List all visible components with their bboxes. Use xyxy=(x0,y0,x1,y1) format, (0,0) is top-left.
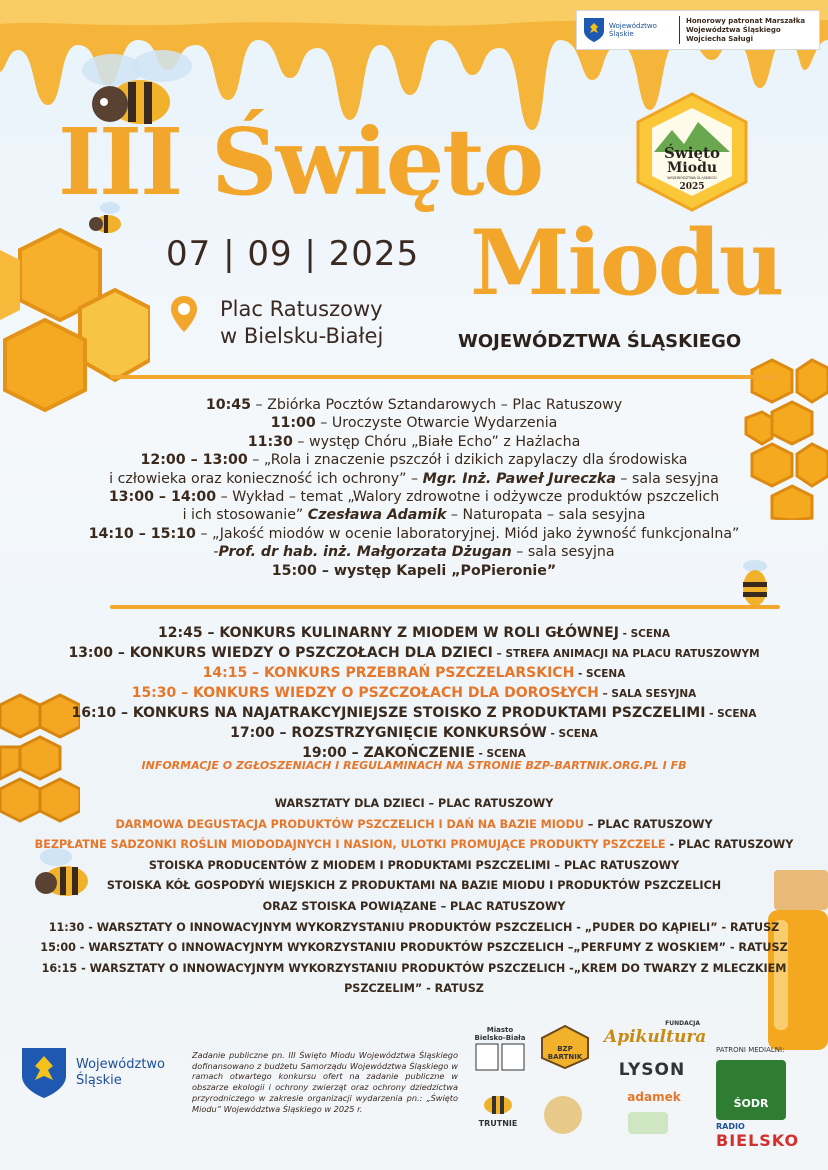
region-subtitle: WOJEWÓDZTWA ŚLĄSKIEGO xyxy=(458,331,742,352)
badge-line1: Święto xyxy=(664,144,720,162)
badge-line3: WOJEWÓDZTWA ŚLĄSKIEGO xyxy=(667,176,717,180)
sponsor-lyson: LYSON xyxy=(618,1060,686,1080)
radio-label: RADIO xyxy=(716,1122,745,1131)
sponsor-adamek: adamek xyxy=(627,1090,681,1104)
sodr-label: ŚODR xyxy=(733,1097,769,1110)
schedule-text: – Uroczyste Otwarcie Wydarzenia xyxy=(315,415,558,432)
sponsor-apikultura xyxy=(604,1020,707,1047)
location-line1: Plac Ratuszowy xyxy=(220,297,383,321)
workshop-line xyxy=(0,794,828,815)
header-region-label: Województwo Śląskie xyxy=(609,22,657,38)
workshop-text: ORAZ STOISKA POWIĄZANE – PLAC RATUSZOWY xyxy=(262,899,566,913)
competition-place: - SCENA xyxy=(574,668,626,680)
event-location xyxy=(220,296,383,350)
event-date: 07 | 09 | 2025 xyxy=(166,234,420,274)
workshop-text: 16:15 - WARSZTATY O INNOWACYJNYM WYKORZYSTANIU PRODUKTÓW PSZCZELICH -„KREM DO TWARZY Z MLECZKIEM xyxy=(41,961,787,975)
schedule-line xyxy=(0,562,828,580)
schedule-text: – „Jakość miodów w ocenie laboratoryjnej. Miód jako żywność funkcjonalna” xyxy=(195,525,740,542)
media-patrons-label: PATRONI MEDIALNI: xyxy=(716,1046,785,1054)
schedule-line xyxy=(0,525,828,543)
schedule-line xyxy=(0,433,828,451)
workshop-line xyxy=(0,959,828,980)
apikultura-label: Apikultura xyxy=(604,1027,707,1047)
sponsor-trutnie xyxy=(470,1090,526,1128)
competition-line xyxy=(0,624,828,644)
workshop-highlight: DARMOWA DEGUSTACJA PRODUKTÓW PSZCZELICH I DAŃ NA BAZIE MIODU xyxy=(115,817,584,831)
schedule-text: – występ Kapeli „PoPieronie” xyxy=(316,562,557,579)
workshop-list xyxy=(0,794,828,1000)
speaker-name: Mgr. Inż. Paweł Jureczka xyxy=(422,470,616,487)
schedule-time: 11:00 xyxy=(270,415,316,432)
schedule-line xyxy=(0,506,828,524)
patronage-text: Honorowy patronat Marszałka Województwa Śląskiego Wojciecha Saługi xyxy=(686,16,806,43)
workshop-text: - PLAC RATUSZOWY xyxy=(665,838,794,852)
competition-line xyxy=(0,724,828,744)
location-line2: w Bielsku-Białej xyxy=(220,324,384,348)
workshop-text: STOISKA KÓŁ GOSPODYŃ WIEJSKICH Z PRODUKTAMI NA BAZIE MIODU I PRODUKTÓW PSZCZELICH xyxy=(106,879,722,893)
workshop-text: – PLAC RATUSZOWY xyxy=(583,817,713,831)
schedule-line xyxy=(0,543,828,561)
location-pin-icon xyxy=(168,294,200,334)
competition-title: 17:00 – ROZSTRZYGNIĘCIE KONKURSÓW xyxy=(230,725,547,741)
section-divider xyxy=(110,605,780,609)
workshop-line xyxy=(0,876,828,897)
patronage-header xyxy=(576,10,820,50)
sponsor-miasto-label: Miasto Bielsko-Biała xyxy=(474,1026,526,1042)
event-logo-badge xyxy=(632,92,752,212)
trutnie-label: TRUTNIE xyxy=(478,1119,518,1128)
competition-title: 19:00 – ZAKOŃCZENIE xyxy=(302,745,475,761)
region-logo xyxy=(20,1046,176,1100)
lecture-schedule xyxy=(0,396,828,580)
competition-title: 12:45 – KONKURS KULINARNY Z MIODEM W ROLI GŁÓWNEJ xyxy=(158,625,619,641)
sponsor-green-logo-icon xyxy=(628,1112,668,1134)
competition-line xyxy=(0,644,828,664)
schedule-text: i ich stosowanie” xyxy=(182,507,308,524)
competition-line xyxy=(0,684,828,704)
competition-title: 13:00 – KONKURS WIEDZY O PSZCZOŁACH DLA DZIECI xyxy=(68,645,493,661)
schedule-text: – Zbiórka Pocztów Sztandarowych – Plac Ratuszowy xyxy=(251,397,623,413)
schedule-time: 15:00 xyxy=(271,562,317,579)
schedule-time: 12:00 – 13:00 xyxy=(140,452,248,469)
sponsor-radio-bielsko xyxy=(716,1122,806,1150)
schedule-text: – Wykład – temat „Walory zdrowotne i odżywcze produktów pszczelich xyxy=(216,489,720,506)
workshop-highlight: BEZPŁATNE SADZONKI ROŚLIN MIODODAJNYCH I NASION, ULOTKI PROMUJĄCE PRODUKTY PSZCZELE xyxy=(34,838,666,852)
workshop-text: PSZCZELIM” - RATUSZ xyxy=(344,982,484,996)
badge-line2: Miodu xyxy=(666,160,718,176)
schedule-text: – występ Chóru „Białe Echo” z Hażlacha xyxy=(292,433,581,450)
competition-place: – SALA SESYJNA xyxy=(598,688,697,700)
schedule-text: - xyxy=(213,544,219,561)
event-title-line2: Miodu xyxy=(470,210,783,316)
workshop-line xyxy=(0,856,828,877)
competition-place: – STREFA ANIMACJI NA PLACU RATUSZOWYM xyxy=(492,648,760,660)
workshop-line xyxy=(0,979,828,1000)
schedule-text: – „Rola i znaczenie pszczół i dzikich zapylaczy dla środowiska xyxy=(247,452,688,469)
schedule-time: 14:10 – 15:10 xyxy=(88,525,196,542)
sponsor-bzp-bartnik xyxy=(540,1024,590,1061)
speaker-name: Czesława Adamik xyxy=(307,507,447,524)
schedule-location: – sala sesyjna xyxy=(511,544,615,561)
schedule-text: i człowieka oraz konieczność ich ochrony” – xyxy=(109,470,423,487)
competition-line xyxy=(0,664,828,684)
silesia-eagle-crest-icon xyxy=(583,17,605,43)
competition-place: - SCENA xyxy=(618,628,670,640)
workshop-text: 11:30 - WARSZTATY O INNOWACYJNYM WYKORZYSTANIU PRODUKTÓW PSZCZELICH - „PUDER DO KĄPIELI” - RATUSZ xyxy=(48,920,780,934)
competition-place: - SCENA xyxy=(705,708,757,720)
sponsor-medal-icon xyxy=(544,1096,582,1134)
info-note: INFORMACJE O ZGŁOSZENIACH I REGULAMINACH NA STRONIE BZP-BARTNIK.ORG.PL I FB xyxy=(141,759,687,772)
schedule-line xyxy=(0,488,828,506)
badge-line4: 2025 xyxy=(679,182,705,192)
competition-title: 16:10 – KONKURS NA NAJATRAKCYJNIEJSZE STOISKO Z PRODUKTAMI PSZCZELIMI xyxy=(71,705,706,721)
silesia-eagle-crest-icon xyxy=(20,1046,68,1100)
workshop-text: STOISKA PRODUCENTÓW Z MIODEM I PRODUKTAMI PSZCZELIMI – PLAC RATUSZOWY xyxy=(148,858,680,872)
divider xyxy=(679,16,680,44)
section-divider xyxy=(110,375,780,379)
workshop-line xyxy=(0,835,828,856)
workshop-line xyxy=(0,938,828,959)
sponsor-miasto xyxy=(470,1026,530,1075)
schedule-location: – sala sesyjna xyxy=(615,470,719,487)
bielsko-label: BIELSKO xyxy=(716,1131,800,1150)
workshop-line xyxy=(0,918,828,939)
workshop-line xyxy=(0,815,828,836)
competition-title: 15:30 – KONKURS WIEDZY O PSZCZOŁACH DLA DOROSŁYCH xyxy=(131,685,599,701)
competition-line xyxy=(0,704,828,724)
competition-place: - SCENA xyxy=(546,728,598,740)
schedule-line xyxy=(0,414,828,432)
schedule-line xyxy=(0,396,828,414)
schedule-time: 13:00 – 14:00 xyxy=(108,489,217,506)
speaker-name: Prof. dr hab. inż. Małgorzata Dżugan xyxy=(218,544,512,561)
competition-title: 14:15 – KONKURS PRZEBRAŃ PSZCZELARSKICH xyxy=(202,665,575,681)
schedule-time: 10:45 xyxy=(205,397,252,413)
schedule-line xyxy=(0,451,828,469)
competition-place: - SCENA xyxy=(474,748,526,760)
city-crest-icon xyxy=(472,1042,528,1072)
competition-schedule xyxy=(0,624,828,764)
sponsor-sodr xyxy=(716,1060,786,1120)
bzp-label: BZP BARTNIK xyxy=(547,1045,583,1061)
trutnie-bee-icon xyxy=(478,1090,518,1116)
schedule-location: – Naturopata – sala sesyjna xyxy=(446,507,646,524)
workshop-text: 15:00 - WARSZTATY O INNOWACYJNYM WYKORZYSTANIU PRODUKTÓW PSZCZELICH –„PERFUMY Z WOSKIEM” - RATUSZ xyxy=(40,941,788,955)
schedule-time: 11:30 xyxy=(247,433,293,450)
workshop-text: WARSZTATY DLA DZIECI – PLAC RATUSZOWY xyxy=(274,797,554,810)
schedule-line xyxy=(0,470,828,488)
fundacja-label: FUNDACJA xyxy=(665,1020,700,1027)
region-logo-text: Województwo Śląskie xyxy=(76,1057,166,1088)
workshop-line xyxy=(0,897,828,918)
event-title-line1: III Święto xyxy=(58,108,543,216)
funding-statement: Zadanie publiczne pn. III Święto Miodu Województwa Śląskiego dofinansowano z budżetu Samorządu Województwa Śląskiego w ramach otwartego konkursu ofert na zadanie publiczne w obszarze ekologii i ochrony zwierząt oraz ochrony dziedzictwa przyrodniczego w zakresie organizacji wydarzenia pn.: „Święto Miodu” Województwa Śląskiego w 2025 r. xyxy=(192,1050,458,1114)
